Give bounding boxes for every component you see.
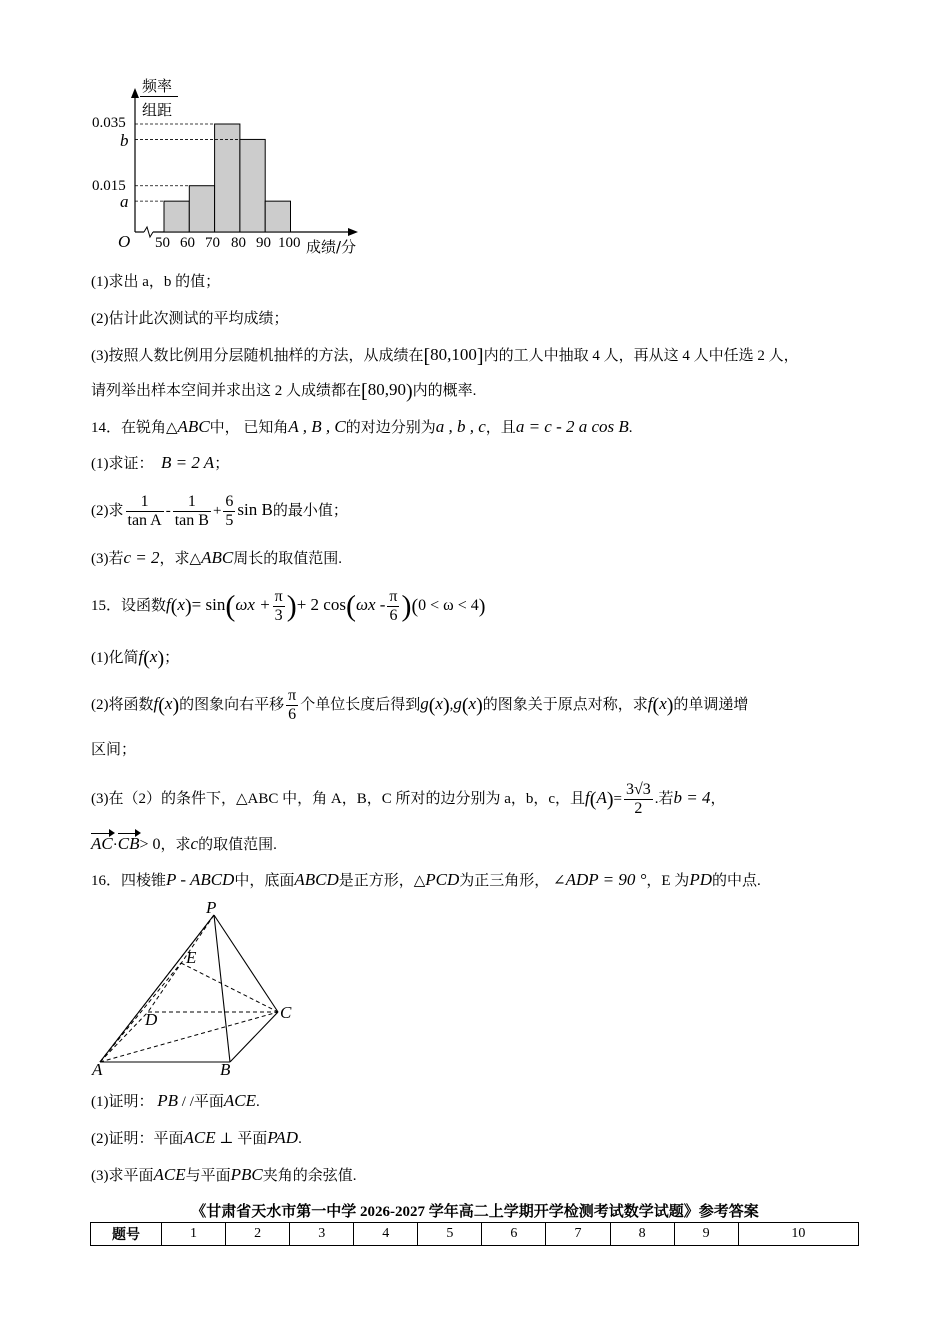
q13-part2: (2)估计此次测试的平均成绩； bbox=[91, 311, 289, 327]
histogram-bar-60-70 bbox=[189, 186, 214, 232]
table-header-cell: 题号 bbox=[91, 1223, 162, 1246]
q13-part3-line2: 请列举出样本空间并求出这 2 人成绩都在[80,90)内的概率. bbox=[91, 380, 477, 403]
table-cell: 8 bbox=[610, 1223, 674, 1246]
histogram-bar-70-80 bbox=[215, 124, 240, 232]
x-tick-100: 100 bbox=[278, 235, 301, 251]
table-cell: 1 bbox=[162, 1223, 226, 1246]
table-cell: 3 bbox=[290, 1223, 354, 1246]
x-tick-80: 80 bbox=[231, 235, 246, 251]
q15-part1: (1)化简f(x)； bbox=[91, 647, 180, 670]
vertex-b: B bbox=[220, 1060, 231, 1079]
x-tick-50: 50 bbox=[155, 235, 170, 251]
y-label-top: 频率 bbox=[142, 77, 173, 95]
q13-part3-line1: (3)按照人数比例用分层随机抽样的方法，从成绩在[80,100]内的工人中抽取 4 人，再从这 4 人中任选 2 人， bbox=[91, 345, 799, 368]
vector-ac: AC bbox=[91, 832, 113, 856]
table-cell: 2 bbox=[226, 1223, 290, 1246]
table-row bbox=[91, 1223, 859, 1246]
histogram-svg bbox=[88, 72, 388, 262]
q16-part1: (1)证明： PB / /平面ACE. bbox=[91, 1091, 260, 1110]
q15-part3-line2: AC·CB> 0，求c的取值范围. bbox=[91, 832, 277, 857]
y-tick-b: b bbox=[120, 131, 129, 150]
vertex-a: A bbox=[92, 1060, 103, 1079]
vertex-p: P bbox=[206, 898, 217, 917]
interval-80-100: 80,100 bbox=[430, 345, 477, 364]
vector-cb: CB bbox=[118, 832, 140, 856]
x-tick-70: 70 bbox=[205, 235, 220, 251]
vertex-c: C bbox=[280, 1003, 292, 1022]
y-tick-0035: 0.035 bbox=[92, 115, 126, 131]
q13-part1: (1)求出 a，b 的值； bbox=[91, 274, 221, 290]
pyramid-svg bbox=[88, 900, 308, 1082]
frequency-histogram bbox=[88, 72, 388, 262]
histogram-bar-90-100 bbox=[265, 201, 290, 232]
q15-part2-line1: (2)将函数f(x)的图象向右平移 $\frac{\pi}{6}$ 个单位长度后得到g(x),g(x)的图象关于原点对称，求f(x)的单调递增 bbox=[91, 687, 749, 724]
table-cell: 6 bbox=[482, 1223, 546, 1246]
origin-label: O bbox=[118, 232, 131, 251]
table-cell: 5 bbox=[418, 1223, 482, 1246]
q14-part3: (3)若c = 2，求△ABC周长的取值范围. bbox=[91, 548, 342, 567]
x-tick-90: 90 bbox=[256, 235, 271, 251]
q14-stem: 14．在锐角△ABC中， 已知角A , B , C的对边分别为a , b , c，且a = c - 2 a cos B. bbox=[91, 417, 633, 436]
histogram-bar-50-60 bbox=[164, 201, 189, 232]
table-cell: 7 bbox=[546, 1223, 610, 1246]
answer-table bbox=[90, 1222, 859, 1246]
x-axis-label: 成绩/分 bbox=[306, 238, 357, 256]
y-label-bottom: 组距 bbox=[142, 101, 173, 119]
table-cell: 9 bbox=[674, 1223, 738, 1246]
q15-part2-line2: 区间； bbox=[91, 742, 137, 758]
y-tick-a: a bbox=[120, 192, 129, 211]
table-cell: 4 bbox=[354, 1223, 418, 1246]
pyramid-figure bbox=[88, 900, 308, 1082]
table-cell: 10 bbox=[738, 1223, 858, 1246]
vertex-e: E bbox=[186, 948, 197, 967]
q14-part1: (1)求证： B = 2 A； bbox=[91, 453, 230, 472]
interval-80-90: 80,90 bbox=[367, 380, 406, 399]
x-tick-60: 60 bbox=[180, 235, 195, 251]
q16-part2: (2)证明：平面ACE ⊥ 平面PAD. bbox=[91, 1128, 302, 1147]
q15-part3-line1: (3)在（2）的条件下，△ABC 中，角 A，B，C 所对的边分别为 a，b，c，且f(A)= $\frac{3√3}{2}$ .若b = 4， bbox=[91, 781, 726, 818]
histogram-bar-80-90 bbox=[240, 139, 265, 232]
vertex-d: D bbox=[145, 1010, 158, 1029]
q15-stem: 15．设函数f(x)= sin(ωx + $\frac{\pi}{3}$ )+ 2 cos(ωx - $\frac{\pi}{6}$ )(0 < ω < 4) bbox=[91, 588, 486, 625]
q16-stem: 16．四棱锥P - ABCD中，底面ABCD是正方形，△PCD为正三角形， ∠ADP = 90 °，E 为PD的中点. bbox=[91, 870, 761, 889]
y-tick-0015: 0.015 bbox=[92, 178, 126, 194]
q16-part3: (3)求平面ACE与平面PBC夹角的余弦值. bbox=[91, 1165, 357, 1184]
q14-part2: (2)求 $\frac{1}{\text{tan A}}$ - $\frac{1}{\text{tan B}}$ + $\frac{6}{5}$ sin B的最小值； bbox=[91, 493, 348, 530]
answer-title: 《甘肃省天水市第一中学 2026-2027 学年高二上学期开学检测考试数学试题》参考答案 bbox=[191, 1204, 759, 1220]
